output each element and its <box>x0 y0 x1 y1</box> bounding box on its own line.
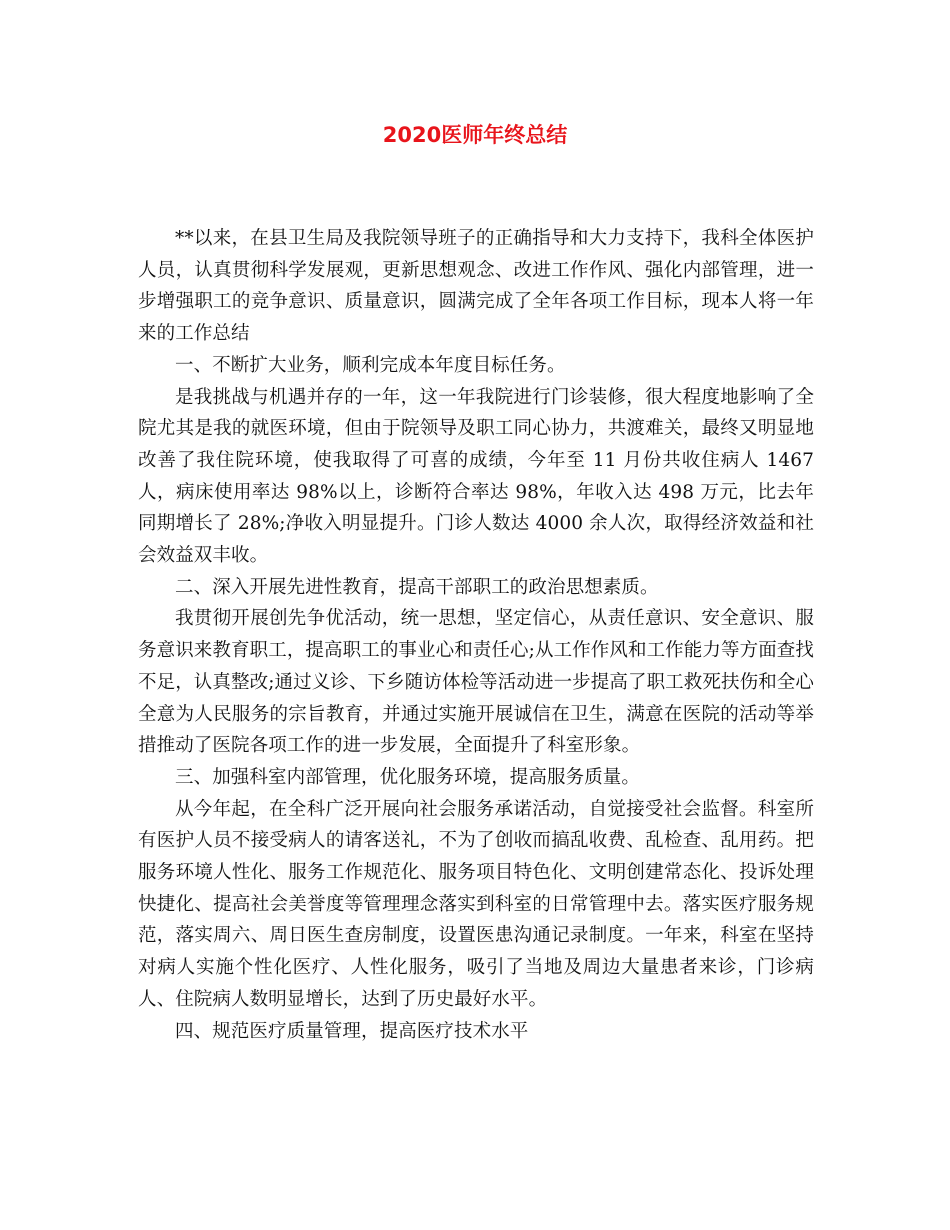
paragraph-section-2: 我贯彻开展创先争优活动，统一思想，坚定信心，从责任意识、安全意识、服务意识来教育职工，提高职工的事业心和责任心;从工作作风和工作能力等方面查找不足，认真整改;通过义诊、下乡随访体检等活动进一步提高了职工救死扶伤和全心全意为人民服务的宗旨教育，并通过实施开展诚信在卫生，满意在医院的活动等举措推动了医院各项工作的进一步发展，全面提升了科室形象。 <box>138 608 814 757</box>
paragraph-intro: **以来，在县卫生局及我院领导班子的正确指导和大力支持下，我科全体医护人员，认真贯彻科学发展观，更新思想观念、改进工作作风、强化内部管理，进一步增强职工的竞争意识、质量意识，圆满完成了全年各项工作目标，现本人将一年来的工作总结 <box>138 228 814 345</box>
paragraph-section-3: 从今年起，在全科广泛开展向社会服务承诺活动，自觉接受社会监督。科室所有医护人员不接受病人的请客送礼，不为了创收而搞乱收费、乱检查、乱用药。把服务环境人性化、服务工作规范化、服务项目特色化、文明创建常态化、投诉处理快捷化、提高社会美誉度等管理理念落实到科室的日常管理中去。落实医疗服务规范，落实周六、周日医生查房制度，设置医患沟通记录制度。一年来，科室在坚持对病人实施个性化医疗、人性化服务，吸引了当地及周边大量患者来诊，门诊病人、住院病人数明显增长，达到了历史最好水平。 <box>138 798 814 1010</box>
section-heading-2: 二、深入开展先进性教育，提高干部职工的政治思想素质。 <box>175 576 659 598</box>
paragraph-section-1: 是我挑战与机遇并存的一年，这一年我院进行门诊装修，很大程度地影响了全院尤其是我的就医环境，但由于院领导及职工同心协力，共渡难关，最终又明显地改善了我住院环境，使我取得了可喜的成绩，今年至 11 月份共收住病人 1467 人，病床使用率达 98%以上，诊断符合率达 98%，年收入达 498 万元，比去年同期增长了 28%;净收入明显提升。门诊人数达 4000 余人次，取得经济效益和社会效益双丰收。 <box>138 386 814 567</box>
document-body <box>138 223 814 1047</box>
section-heading-3: 三、加强科室内部管理，优化服务环境，提高服务质量。 <box>175 766 641 788</box>
section-heading-4: 四、规范医疗质量管理，提高医疗技术水平 <box>175 1020 529 1042</box>
document-title: 2020医师年终总结 <box>382 123 568 147</box>
section-heading-1: 一、不断扩大业务，顺利完成本年度目标任务。 <box>175 354 566 376</box>
